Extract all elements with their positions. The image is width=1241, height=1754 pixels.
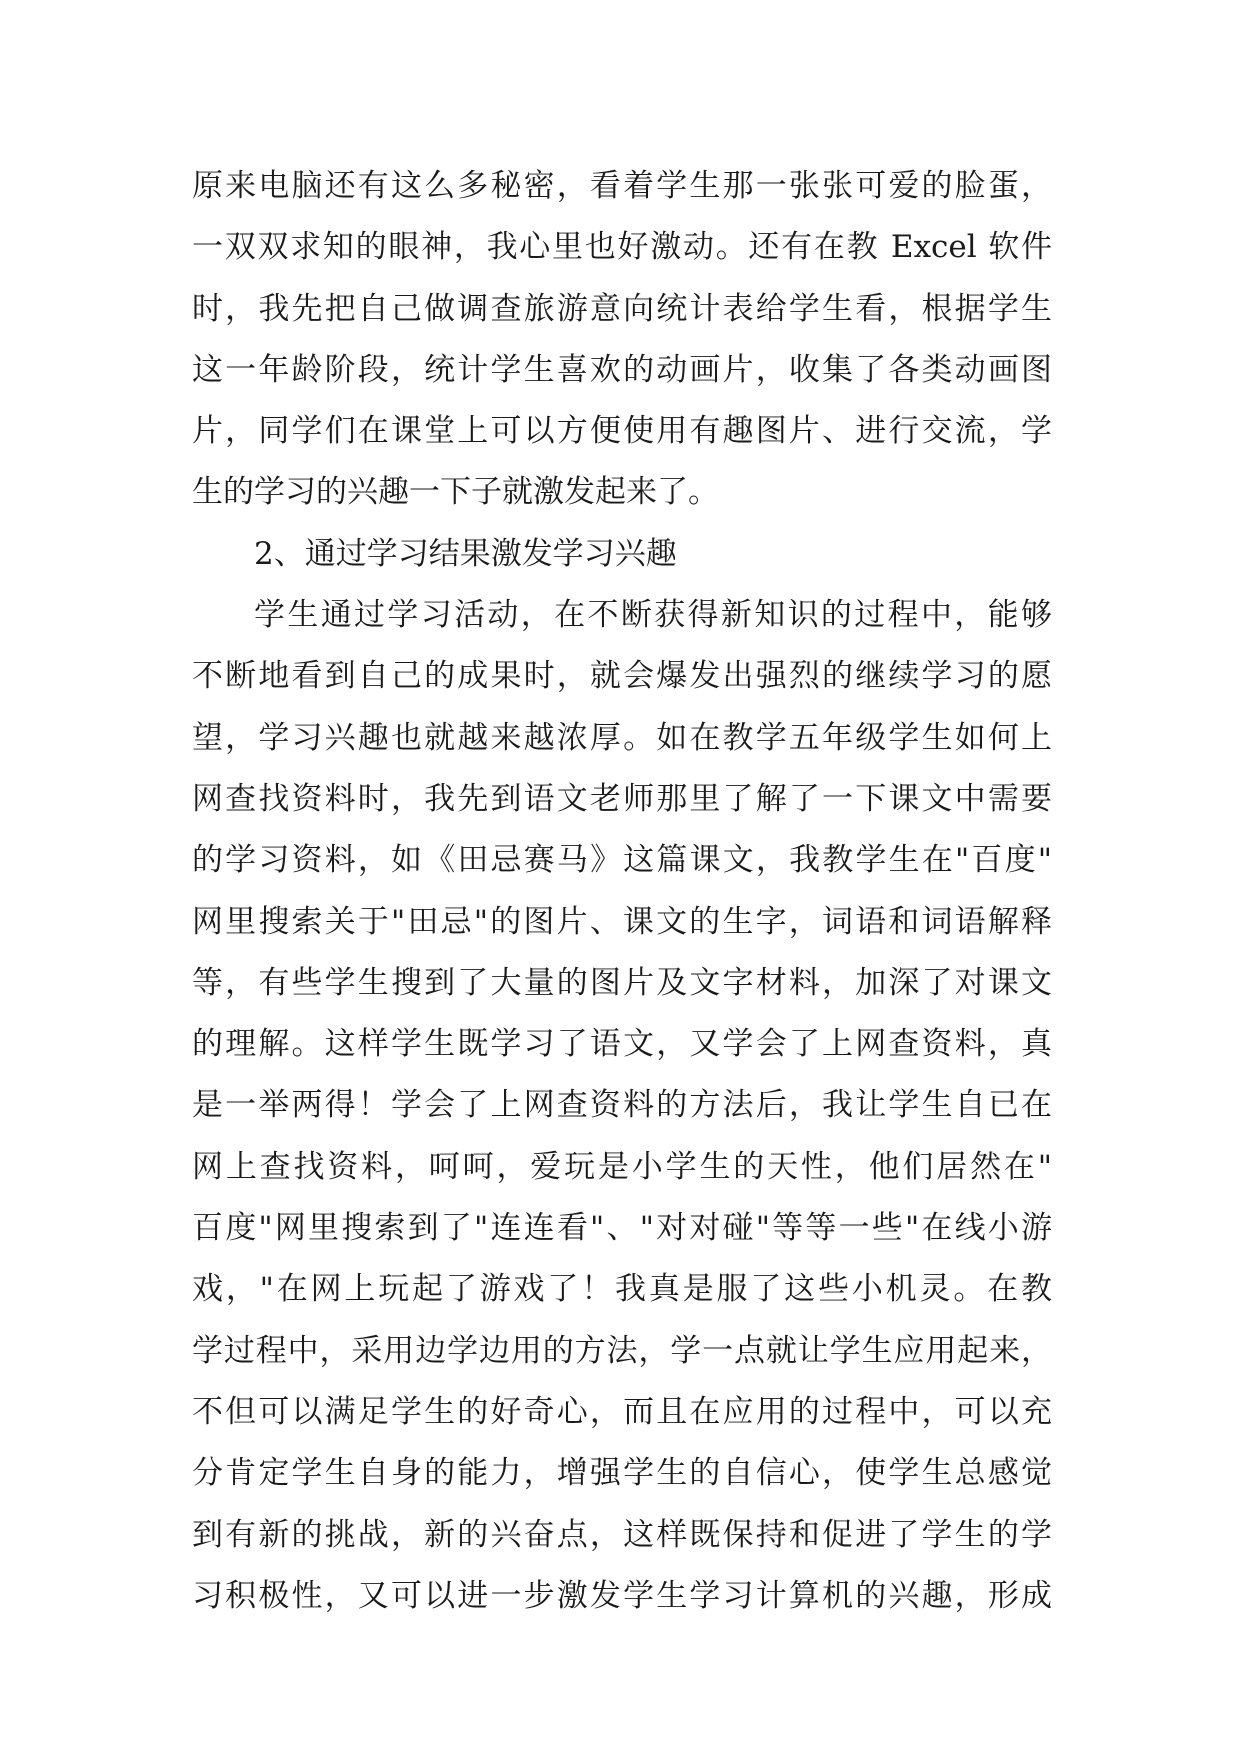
text-line: 不断地看到自己的成果时，就会爆发出强烈的继续学习的愿 xyxy=(192,658,1052,695)
text-line: 的学习资料，如《田忌赛马》这篇课文，我教学生在"百度" xyxy=(192,842,1052,879)
text-line: 这一年龄阶段，统计学生喜欢的动画片，收集了各类动画图 xyxy=(192,351,1052,388)
text-line: 片，同学们在课堂上可以方便使用有趣图片、进行交流，学 xyxy=(192,413,1052,450)
text-line: 学生通过学习活动，在不断获得新知识的过程中，能够 xyxy=(254,597,1052,634)
text-line: 时，我先把自己做调查旅游意向统计表给学生看，根据学生 xyxy=(192,290,1052,327)
text-line: 等，有些学生搜到了大量的图片及文字材料，加深了对课文 xyxy=(192,964,1052,1001)
text-line: 到有新的挑战，新的兴奋点，这样既保持和促进了学生的学 xyxy=(192,1516,1052,1553)
text-line: 百度"网里搜索到了"连连看"、"对对碰"等等一些"在线小游 xyxy=(192,1210,1052,1247)
text-line: 网查找资料时，我先到语文老师那里了解了一下课文中需要 xyxy=(192,780,1052,817)
text-line: 望，学习兴趣也就越来越浓厚。如在教学五年级学生如何上 xyxy=(192,719,1052,756)
text-line: 习积极性，又可以进一步激发学生学习计算机的兴趣，形成 xyxy=(192,1577,1052,1614)
body-text xyxy=(192,156,1052,1627)
text-line: 的理解。这样学生既学习了语文，又学会了上网查资料，真 xyxy=(192,1026,1052,1063)
text-line: 是一举两得！学会了上网查资料的方法后，我让学生自已在 xyxy=(192,1087,1052,1124)
text-line: 一双双求知的眼神，我心里也好激动。还有在教 Excel 软件 xyxy=(192,229,1052,266)
text-line: 网里搜索关于"田忌"的图片、课文的生字，词语和词语解释 xyxy=(192,903,1052,940)
text-line: 网上查找资料，呵呵，爱玩是小学生的天性，他们居然在" xyxy=(192,1148,1052,1185)
text-line: 分肯定学生自身的能力，增强学生的自信心，使学生总感觉 xyxy=(192,1455,1052,1492)
text-line: 生的学习的兴趣一下子就激发起来了。 xyxy=(192,474,719,511)
text-line: 戏，"在网上玩起了游戏了！我真是服了这些小机灵。在教 xyxy=(192,1271,1052,1308)
text-line: 学过程中，采用边学边用的方法，学一点就让学生应用起来， xyxy=(192,1332,1052,1369)
text-line: 原来电脑还有这么多秘密，看着学生那一张张可爱的脸蛋， xyxy=(192,168,1052,204)
section-heading: 2、通过学习结果激发学习兴趣 xyxy=(254,535,677,572)
text-line: 不但可以满足学生的好奇心，而且在应用的过程中，可以充 xyxy=(192,1393,1052,1430)
